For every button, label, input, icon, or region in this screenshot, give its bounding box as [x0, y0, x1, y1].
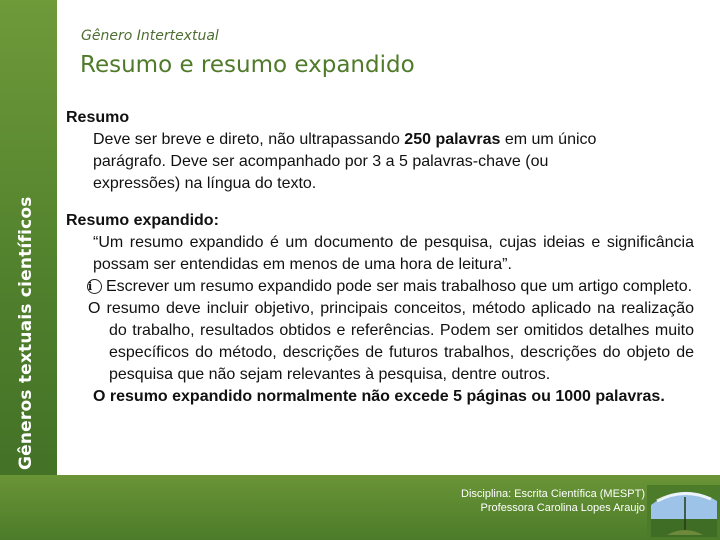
info-icon: i	[87, 279, 102, 294]
expandido-quote: “Um resumo expandido é um documento de pesquisa, cujas ideias e significância possam ser entendidas em menos de uma hora de leitura”.	[93, 234, 694, 273]
footer-course: Disciplina: Escrita Científica (MESPT)	[461, 488, 645, 500]
expandido-section	[66, 210, 694, 408]
expandido-note-1-text: Escrever um resumo expandido pode ser mais trabalhoso que um artigo completo.	[106, 278, 693, 295]
sidebar	[0, 0, 57, 540]
footer-credits	[461, 487, 645, 515]
resumo-line-1	[66, 129, 686, 151]
resumo-line-1-end: em um único	[500, 131, 597, 148]
slide-title: Resumo e resumo expandido	[80, 52, 415, 78]
resumo-section	[66, 107, 686, 195]
resumo-line-1-text: Deve ser breve e direto, não ultrapassando	[93, 131, 405, 148]
expandido-note-1	[66, 276, 694, 298]
footer-professor: Professora Carolina Lopes Araujo	[480, 502, 645, 514]
footer-bar	[0, 475, 720, 540]
expandido-note-2: O resumo deve incluir objetivo, principais conceitos, método aplicado na realização do trabalho, resultados obtidos e referências. Podem ser omitidos detalhes muito específicos do método, descrições de futuros trabalhos, descrições do objeto de pesquisa que não sejam relevantes à pesquisa, dentre outros.	[88, 300, 694, 383]
sidebar-title: Gêneros textuais científicos	[16, 196, 36, 470]
resumo-line-2: parágrafo. Deve ser acompanhado por 3 a 5 palavras-chave (ou	[93, 153, 549, 170]
landscape-photo-icon	[647, 485, 720, 540]
resumo-word-limit: 250 palavras	[404, 131, 501, 148]
resumo-line-3: expressões) na língua do texto.	[93, 175, 317, 192]
expandido-heading: Resumo expandido:	[66, 212, 219, 229]
slide-subtitle: Gênero Intertextual	[81, 28, 219, 44]
resumo-heading: Resumo	[66, 109, 130, 126]
expandido-closing: O resumo expandido normalmente não excede 5 páginas ou 1000 palavras.	[93, 388, 665, 405]
